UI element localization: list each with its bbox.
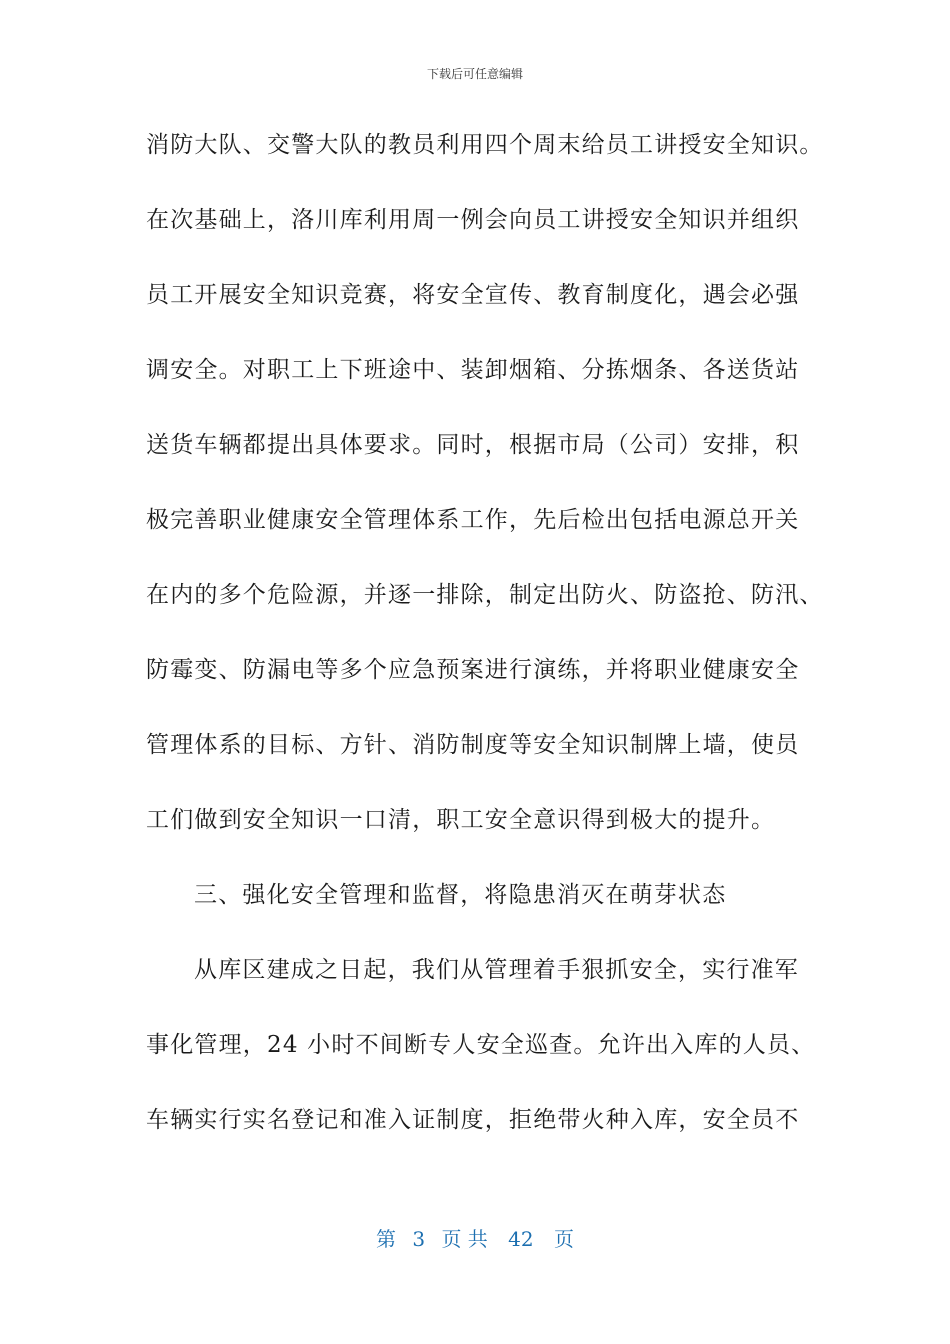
total-page-count: 42: [508, 1227, 534, 1251]
text-line: 事化管理，24 小时不间断专人安全巡查。允许出入库的人员、: [146, 1032, 816, 1058]
footer-prefix: 第: [376, 1227, 396, 1251]
text-line: 调安全。对职工上下班途中、装卸烟箱、分拣烟条、各送货站: [146, 357, 800, 383]
text-line: 极完善职业健康安全管理体系工作，先后检出包括电源总开关: [146, 507, 800, 533]
text-line: 消防大队、交警大队的教员利用四个周末给员工讲授安全知识。: [146, 132, 824, 158]
footer-suffix: 页: [553, 1227, 574, 1251]
footer-middle: 页 共: [441, 1227, 488, 1251]
text-line: 从库区建成之日起，我们从管理着手狠抓安全，实行准军: [194, 957, 799, 983]
document-body: [146, 121, 826, 1171]
page-header: 下载后可任意编辑: [426, 67, 523, 81]
text-line: 员工开展安全知识竞赛，将安全宣传、教育制度化，遇会必强: [146, 282, 800, 308]
text-line: 车辆实行实名登记和准入证制度，拒绝带火种入库，安全员不: [146, 1107, 800, 1133]
section-heading: 三、强化安全管理和监督，将隐患消灭在萌芽状态: [194, 882, 727, 908]
text-line: 在内的多个危险源，并逐一排除，制定出防火、防盗抢、防汛、: [146, 582, 824, 608]
text-line: 工们做到安全知识一口清，职工安全意识得到极大的提升。: [146, 807, 776, 833]
page-footer: [0, 1226, 950, 1252]
current-page-number: 3: [412, 1227, 426, 1251]
text-line: 管理体系的目标、方针、消防制度等安全知识制牌上墙，使员: [146, 732, 800, 758]
text-line: 在次基础上，洛川库利用周一例会向员工讲授安全知识并组织: [146, 207, 800, 233]
text-line: 防霉变、防漏电等多个应急预案进行演练，并将职业健康安全: [146, 657, 800, 683]
text-line: 送货车辆都提出具体要求。同时，根据市局（公司）安排，积: [146, 432, 800, 458]
